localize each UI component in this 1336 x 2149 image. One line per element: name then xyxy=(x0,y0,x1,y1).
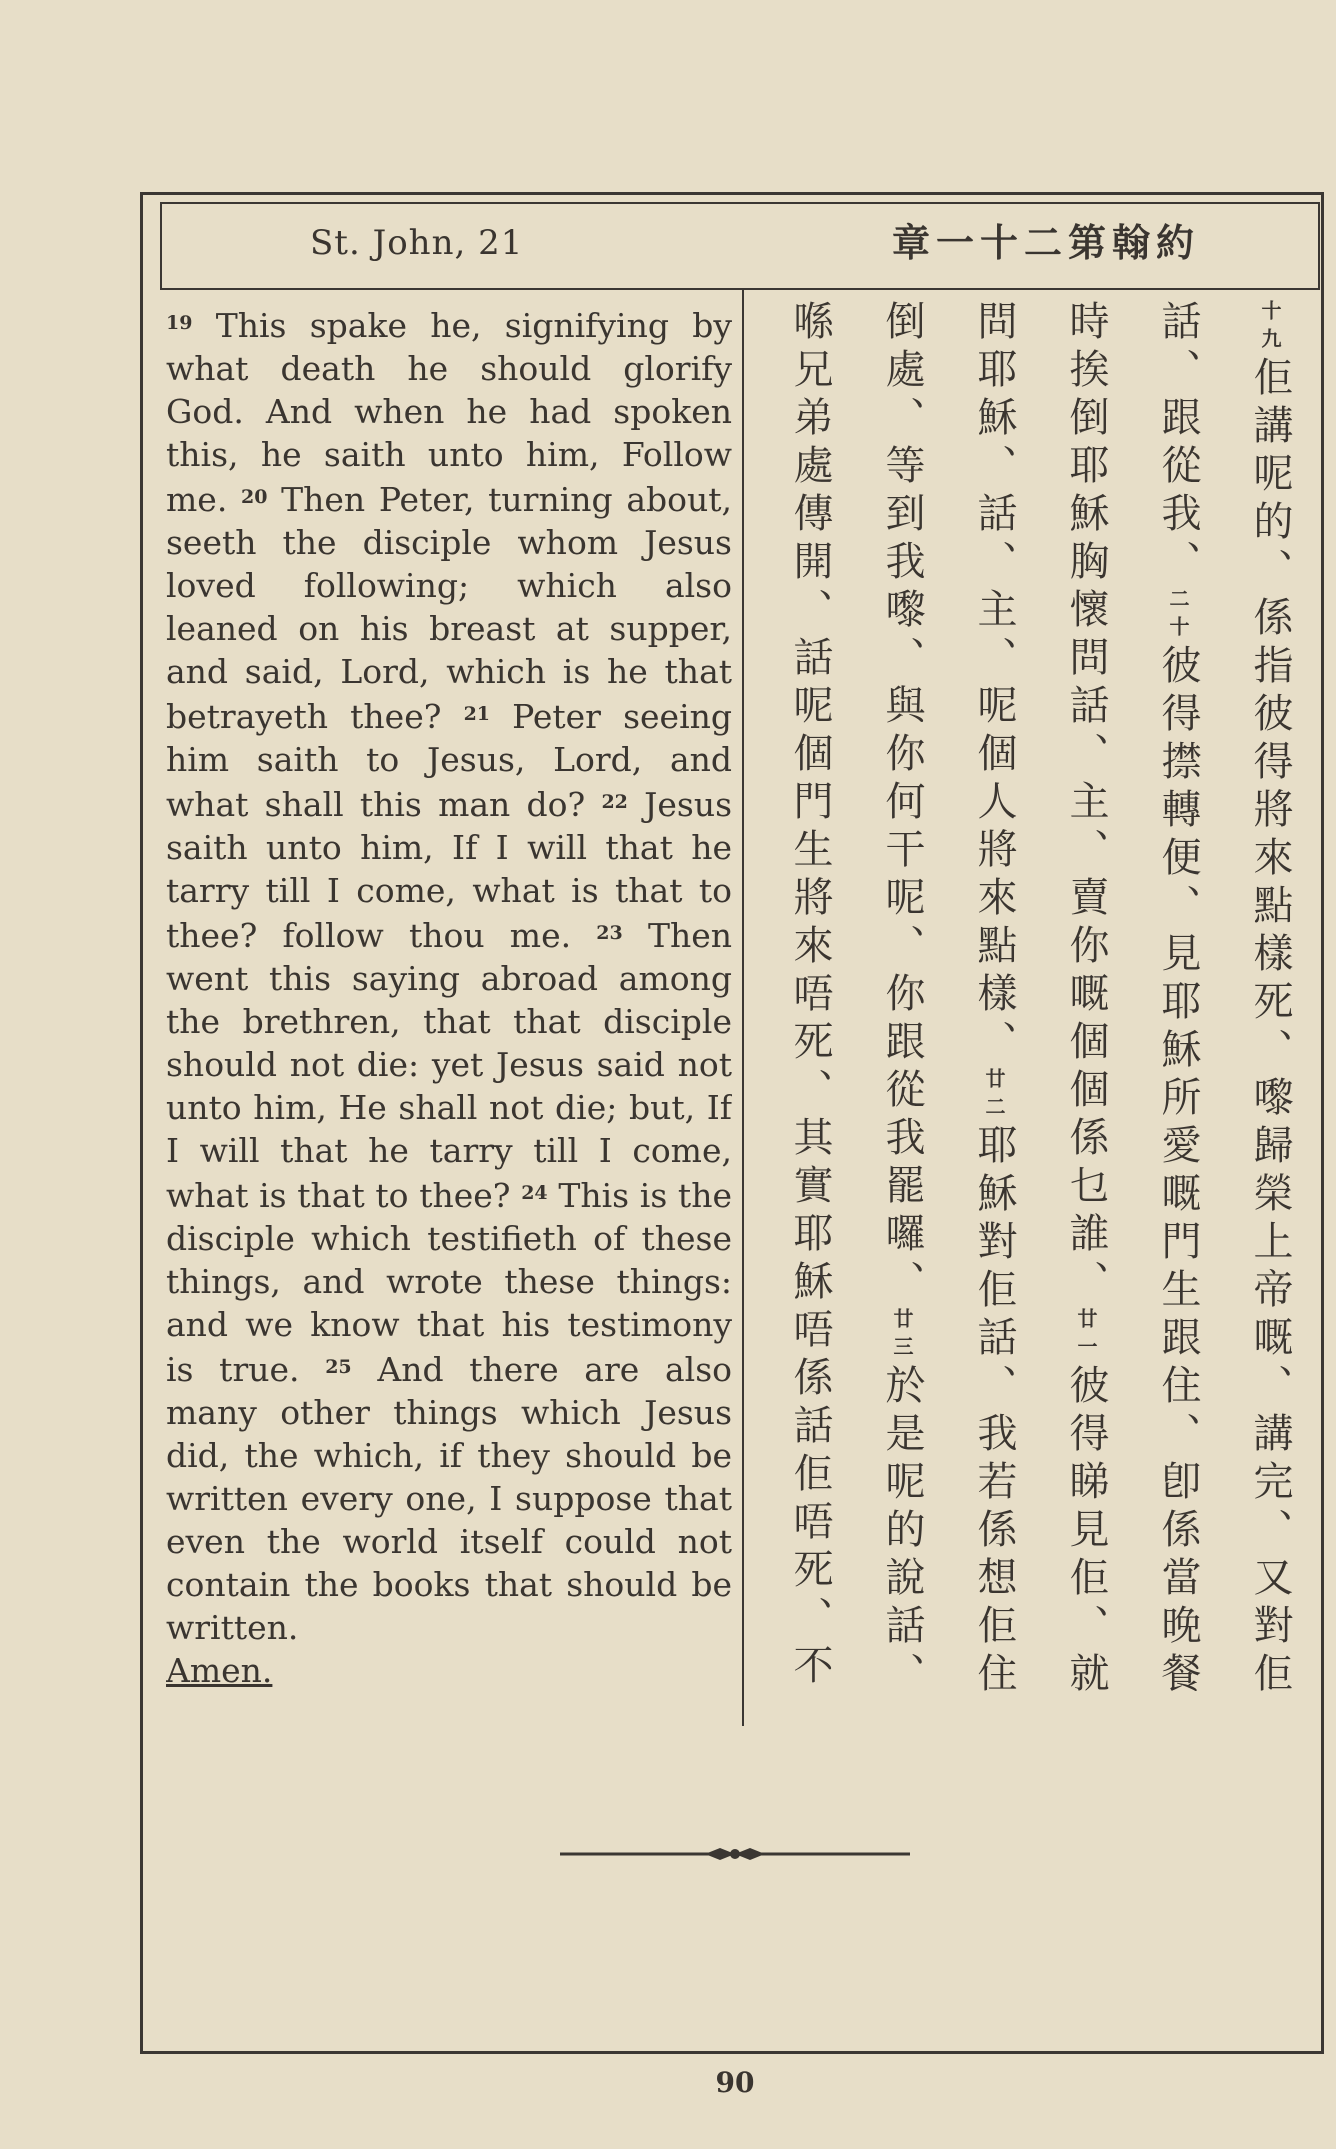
page-title-english: St. John, 21 xyxy=(310,223,524,263)
verse-number: 22 xyxy=(601,791,628,813)
column-divider xyxy=(742,288,744,1726)
chinese-column xyxy=(760,300,1316,1730)
verse-number: 二十 xyxy=(1166,588,1190,644)
verse-number: 24 xyxy=(521,1182,548,1204)
verse-text: Peter seeing him saith to Jesus, Lord, and what shall this man do? xyxy=(166,697,732,824)
verse-text: This is the disciple which testifieth of these things, and wrote these things: and we know that his testimony is true. xyxy=(166,1176,732,1389)
verse-number: 十九 xyxy=(1258,300,1282,356)
verse-number: 廿一 xyxy=(1074,1308,1098,1364)
verse-text: 彼得㩒轉便、見耶穌所愛嘅門生跟住、卽係當晚餐時挨倒耶穌胸懷問話、主、賣你嘅個個係乜誰、 xyxy=(1063,300,1201,1700)
verse-number: 25 xyxy=(325,1356,352,1378)
amen-text: Amen. xyxy=(166,1651,273,1690)
verse-number: 23 xyxy=(596,922,623,944)
ornament-divider xyxy=(560,1844,910,1864)
verse-text: Then Peter, turning about, seeth the disciple whom Jesus loved following; which also leaned on his breast at supper, and said, Lord, which is he that betrayeth thee? xyxy=(166,480,732,736)
verse-text: Then went this saying abroad among the brethren, that that disciple should not die: yet Jesus said not unto him, He shall not die; but, If I will that he tarry till I come, what is that to thee? xyxy=(166,916,732,1215)
page-title-chinese: 約翰第二十一章 xyxy=(891,220,1200,265)
verse-text: 耶穌對佢話、我若係想佢住倒處、等到我嚟、與你何干呢、你跟從我罷囉、 xyxy=(879,300,1017,1700)
verse-number: 20 xyxy=(240,486,268,508)
verse-text: 彼得睇見佢、就問耶穌、話、主、呢個人將來點樣、 xyxy=(971,300,1109,1700)
verse-text: Jesus saith unto him, If I will that he tarry till I come, what is that to thee? follow thou me. xyxy=(166,785,732,955)
verse-text: And there are also many other things which Jesus did, the which, if they should be written every one, I suppose that even the world itself could not contain the books that should be written. xyxy=(166,1350,732,1647)
verse-number: 廿二 xyxy=(982,1068,1006,1124)
english-column xyxy=(166,302,732,1732)
verse-text: This spake he, signifying by what death he should glorify God. And when he had spoken this, he saith unto him, Follow me. xyxy=(166,306,732,519)
verse-number: 19 xyxy=(166,312,193,334)
verse-text: 佢講呢的、係指彼得將來點樣死、嚟歸榮上帝嘅、講完、又對佢話、跟從我、 xyxy=(1155,300,1293,1700)
verse-number: 廿三 xyxy=(890,1308,914,1364)
verse-number: 21 xyxy=(463,703,491,725)
verse-text: 於是呢的說話、喺兄弟處傳開、話呢個門生將來唔死、其實耶穌唔係話佢唔死、不 xyxy=(787,300,925,1700)
page-number: 90 xyxy=(715,2066,755,2099)
